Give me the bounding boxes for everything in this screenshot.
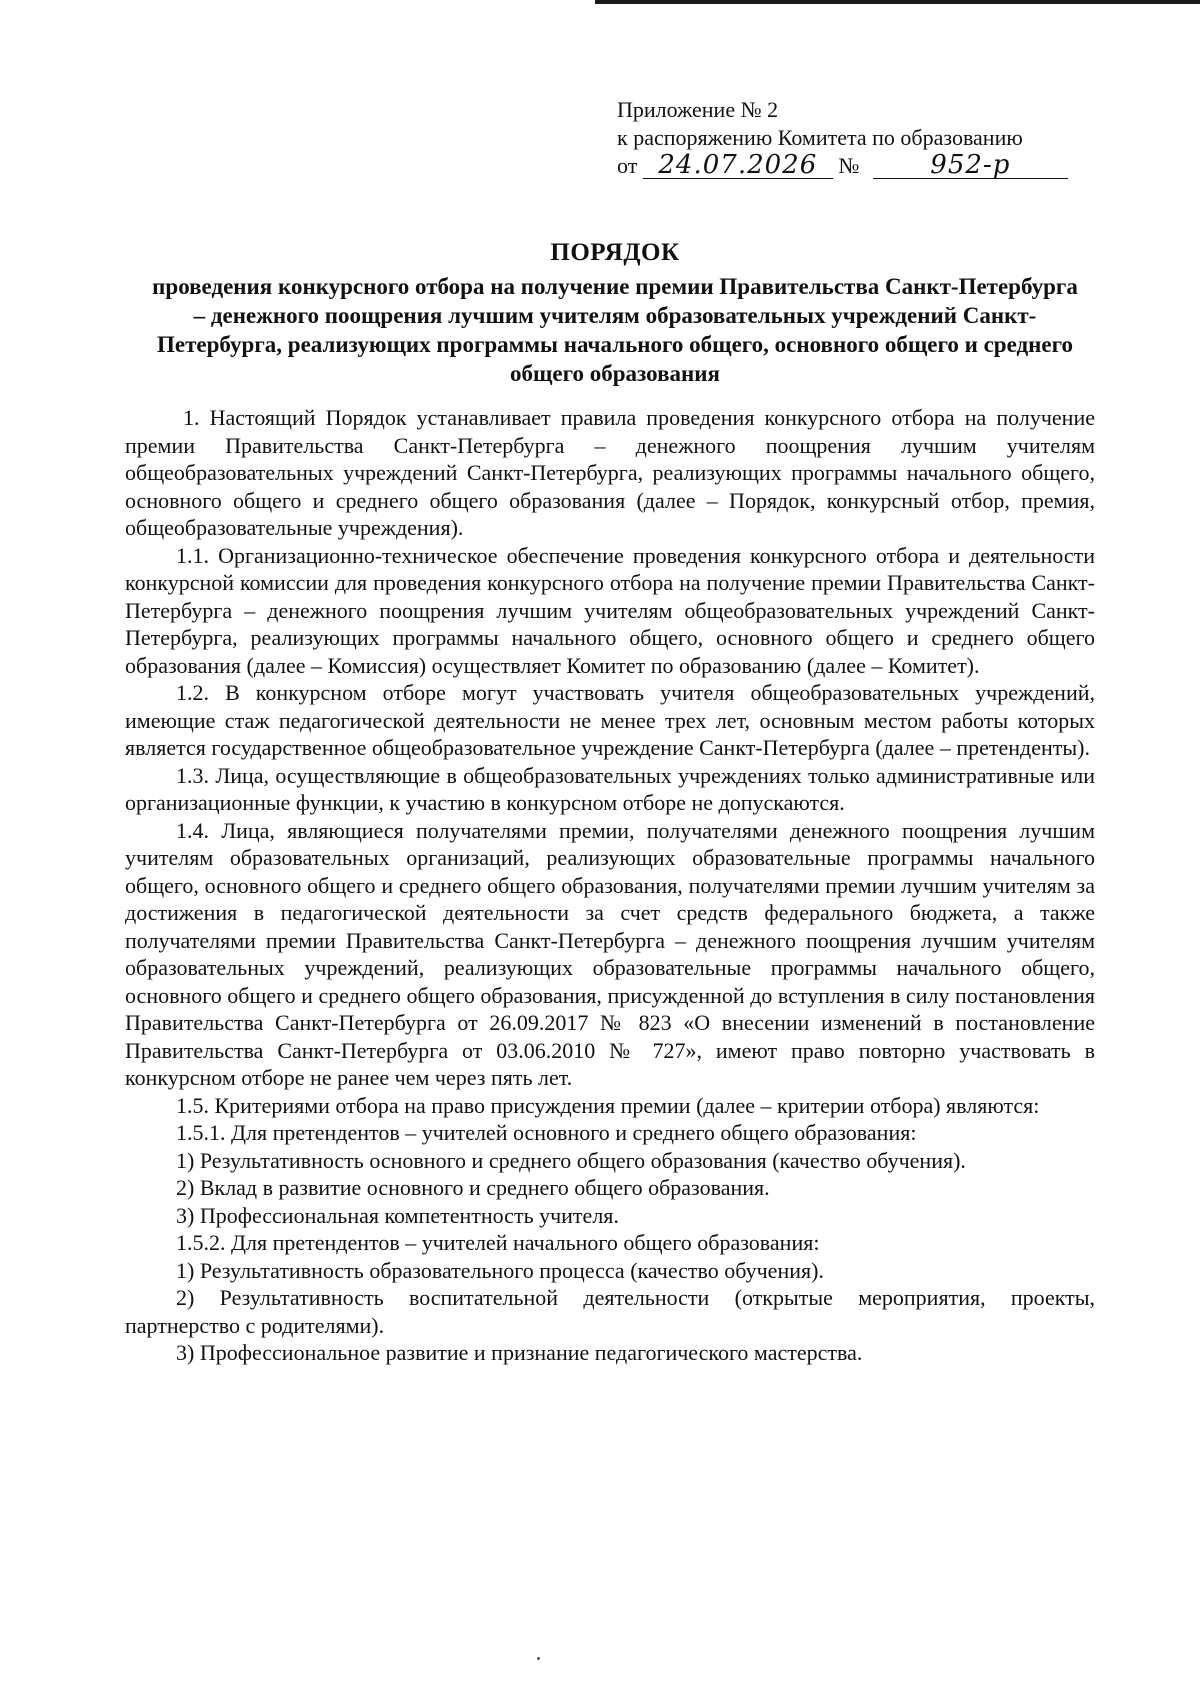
paragraph-1-5-1: 1.5.1. Для претендентов – учителей основного и среднего общего образования:: [176, 1120, 917, 1145]
criterion-primary-1: 1) Результативность образовательного процесса (качество обучения).: [176, 1257, 824, 1283]
paragraph-1: 1. Настоящий Порядок устанавливает правила проведения конкурсного отбора на получение премии Правительства Санкт-Петербурга – денежного поощрения лучшим учителям общеобразовательных учреждений Санкт-Петербурга, реализующих программы начального общего, основного общего и среднего общего образования (далее – Порядок, конкурсный отбор, премия, общеобразовательные учреждения).: [125, 405, 1095, 540]
paragraph-1-5-2: 1.5.2. Для претендентов – учителей начального общего образования:: [176, 1230, 820, 1255]
scan-top-border: [595, 0, 1200, 4]
order-line: к распоряжению Комитета по образованию: [617, 125, 1023, 150]
criterion-primary-2: 2) Результативность воспитательной деятельности (открытые мероприятия, проекты, партнерство с родителями).: [125, 1285, 1095, 1338]
paragraph-1-1: 1.1. Организационно-техническое обеспечение проведения конкурсного отбора и деятельности конкурсной комиссии для проведения конкурсного отбора на получение премии Правительства Санкт-Петербурга – денежного поощрения лучшим учителям общеобразовательных учреждений Санкт-Петербурга, реализующих программы начального общего, основного общего и среднего общего образования (далее – Комиссия) осуществляет Комитет по образованию (далее – Комитет).: [125, 542, 1095, 678]
document-body: [125, 404, 1095, 1367]
paragraph-1-2: 1.2. В конкурсном отборе могут участвовать учителя общеобразовательных учреждений, имеющие стаж педагогической деятельности не менее трех лет, основным местом работы которых является государственное общеобразовательное учреждение Санкт-Петербурга (далее – претенденты).: [125, 680, 1095, 760]
paragraph-1-5: 1.5. Критериями отбора на право присуждения премии (далее – критерии отбора) являются:: [176, 1092, 1040, 1118]
title-subtitle: проведения конкурсного отбора на получение премии Правительства Санкт-Петербурга – денежного поощрения лучшим учителям образовательных учреждений Санкт-Петербурга, реализующих программы начального общего, основного общего и среднего общего образования: [152, 274, 1078, 386]
appendix-line: Приложение № 2: [617, 97, 779, 122]
appendix-header: [617, 96, 1087, 180]
criterion-3: 3) Профессиональная компетентность учителя.: [176, 1202, 619, 1228]
criterion-2: 2) Вклад в развитие основного и среднего общего образования.: [176, 1175, 770, 1200]
criterion-1: 1) Результативность основного и среднего общего образования (качество обучения).: [176, 1147, 966, 1173]
number-label: №: [838, 153, 860, 178]
handwritten-number: 952-р: [873, 152, 1068, 179]
scan-speck: [537, 1657, 540, 1660]
date-number-line: [617, 152, 1087, 180]
document-title: [150, 236, 1080, 388]
paragraph-1-4: 1.4. Лица, являющиеся получателями премии, получателями денежного поощрения лучшим учителям образовательных организаций, реализующих образовательные программы начального общего, основного общего и среднего общего образования, получателями премии лучшим учителям за достижения в педагогической деятельности за счет средств федерального бюджета, а также получателями премии Правительства Санкт-Петербурга – денежного поощрения лучшим учителям образовательных учреждений, реализующих образовательные программы начального общего, основного общего и среднего общего образования, присужденной до вступления в силу постановления Правительства Санкт-Петербурга от 26.09.2017 № 823 «О внесении изменений в постановление Правительства Санкт-Петербурга от 03.06.2010 № 727», имеют право повторно участвовать в конкурсном отборе не ранее чем через пять лет.: [125, 817, 1095, 1090]
handwritten-date: 24.07.2026: [643, 152, 833, 179]
date-prefix: от: [617, 153, 638, 178]
criterion-primary-3: 3) Профессиональное развитие и признание педагогического мастерства.: [176, 1340, 863, 1365]
title-main: ПОРЯДОК: [550, 239, 680, 266]
paragraph-1-3: 1.3. Лица, осуществляющие в общеобразовательных учреждениях только административные или организационные функции, к участию в конкурсном отборе не допускаются.: [125, 762, 1095, 815]
